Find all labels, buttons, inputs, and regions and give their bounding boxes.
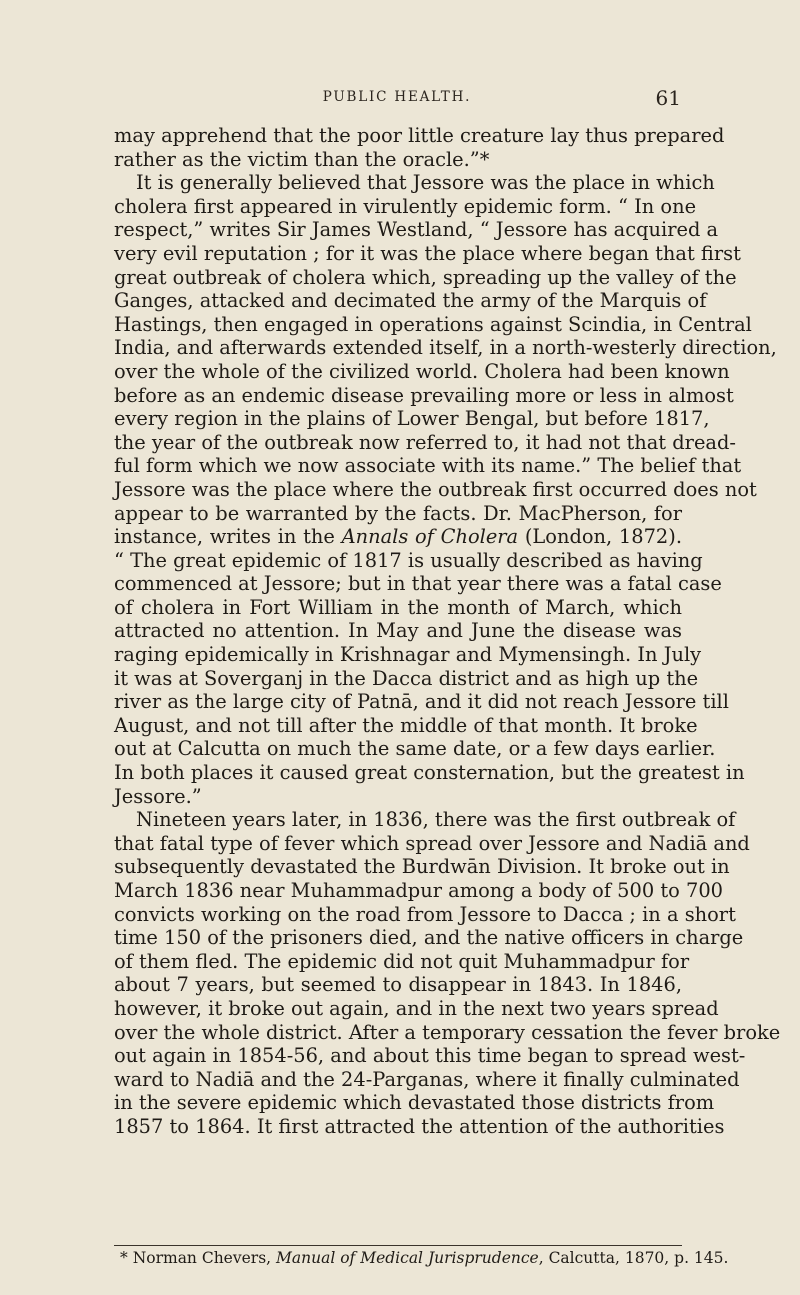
footnote-title: Manual of Medical Jurisprudence: [276, 1249, 539, 1267]
text-line: over the whole of the civilized world. Cholera had been known: [114, 359, 730, 383]
text-line: out again in 1854-56, and about this time began to spread west-: [114, 1044, 746, 1068]
text-line: however, it broke out again, and in the next two years spread: [114, 996, 719, 1020]
text-line: Ganges, attacked and decimated the army of the Marquis of: [114, 289, 707, 313]
footnote-rule: [114, 1245, 682, 1246]
page-number: 61: [655, 86, 681, 110]
text-line: very evil reputation ; for it was the place where began that first: [114, 241, 741, 265]
text-line: of them fled. The epidemic did not quit Muhammadpur for: [114, 949, 690, 973]
text-line: the year of the outbreak now referred to, it had not that dread-: [114, 430, 736, 454]
footnote: [120, 1248, 729, 1268]
text-line: may apprehend that the poor little creature lay thus prepared: [114, 124, 725, 147]
text-line: over the whole district. After a temporary cessation the fever broke: [114, 1020, 781, 1044]
body-text: [114, 124, 781, 1139]
text-line: it was at Soverganj in the Dacca district and as high up the: [114, 666, 699, 690]
text-line: every region in the plains of Lower Bengal, but before 1817,: [114, 407, 710, 431]
text-line: respect,” writes Sir James Westland, “ Jessore has acquired a: [114, 218, 719, 242]
footnote-rest: , Calcutta, 1870, p. 145.: [538, 1249, 729, 1267]
text-line: Jessore.”: [114, 784, 202, 808]
book-title: Annals of Cholera: [341, 525, 519, 549]
text-line: time 150 of the prisoners died, and the native officers in charge: [114, 926, 744, 950]
text-line: India, and afterwards extended itself, in a north-westerly direction,: [114, 336, 777, 360]
text-line: attracted no attention. In May and June the disease was: [114, 619, 682, 643]
text-line: about 7 years, but seemed to disappear in 1843. In 1846,: [114, 973, 682, 997]
text-line: great outbreak of cholera which, spreading up the valley of the: [114, 265, 737, 289]
text-line: out at Calcutta on much the same date, or a few days earlier.: [114, 737, 716, 761]
text-fragment: (London, 1872).: [518, 525, 682, 549]
text-line: appear to be warranted by the facts. Dr. MacPherson, for: [114, 501, 682, 525]
text-line: rather as the victim than the oracle.”*: [114, 147, 490, 171]
text-line: August, and not till after the middle of that month. It broke: [114, 713, 698, 737]
text-line: ful form which we now associate with its name.” The belief that: [114, 454, 742, 478]
text-line-with-title: [114, 525, 682, 549]
text-line: convicts working on the road from Jessore to Dacca ; in a short: [114, 902, 736, 926]
text-line: Hastings, then engaged in operations against Scindia, in Central: [114, 312, 752, 336]
text-line: “ The great epidemic of 1817 is usually described as having: [114, 548, 703, 572]
text-line: that fatal type of fever which spread over Jessore and Nadiā and: [114, 831, 750, 855]
page-header: [113, 86, 681, 112]
text-line: in the severe epidemic which devastated those districts from: [114, 1091, 715, 1115]
text-line: before as an endemic disease prevailing more or less in almost: [114, 383, 734, 407]
text-line: 1857 to 1864. It first attracted the attention of the authorities: [114, 1114, 725, 1138]
text-line: of cholera in Fort William in the month of March, which: [114, 595, 682, 619]
text-line: In both places it caused great consternation, but the greatest in: [114, 761, 745, 785]
text-line: March 1836 near Muhammadpur among a body of 500 to 700: [114, 879, 723, 902]
text-line: commenced at Jessore; but in that year there was a fatal case: [114, 572, 722, 596]
text-line: river as the large city of Patnā, and it did not reach Jessore till: [114, 690, 729, 714]
text-line: It is generally believed that Jessore was the place in which: [136, 171, 715, 195]
text-line: ward to Nadiā and the 24-Parganas, where it finally culminated: [114, 1067, 740, 1091]
footnote-marker: *: [120, 1249, 128, 1267]
text-line: Jessore was the place where the outbreak first occurred does not: [114, 477, 757, 501]
running-head: PUBLIC HEALTH.: [322, 89, 472, 105]
text-fragment: instance, writes in the: [114, 525, 335, 549]
footnote-author: Norman Chevers,: [132, 1249, 272, 1267]
text-line: subsequently devastated the Burdwān Division. It broke out in: [114, 855, 730, 879]
text-line: cholera first appeared in virulently epidemic form. “ In one: [114, 194, 697, 218]
text-line: raging epidemically in Krishnagar and Mymensingh. In July: [114, 643, 702, 667]
text-line: Nineteen years later, in 1836, there was the first outbreak of: [136, 808, 736, 832]
